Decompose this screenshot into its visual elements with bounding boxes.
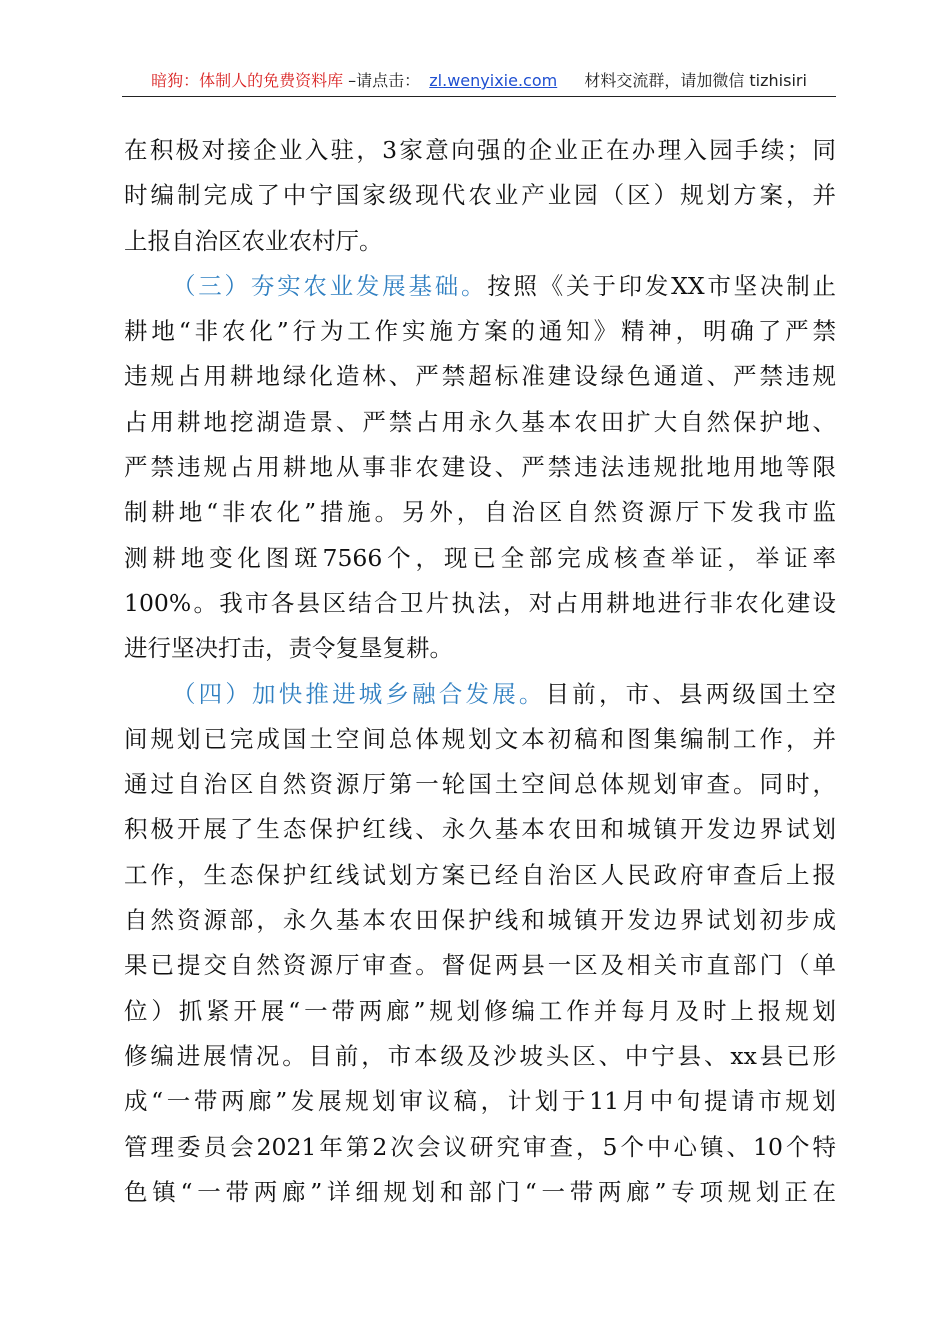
body-line: 100%。我市各县区结合卫片执法，对占用耕地进行非农化建设 — [124, 588, 836, 617]
document-body — [124, 128, 836, 1215]
header-link[interactable]: zl.wenyixie.com — [429, 71, 558, 90]
section-4-first-line — [124, 672, 836, 717]
header-brand: 暗狗：体制人的免费资料库 — [151, 71, 344, 90]
body-line: 占用耕地挖湖造景、严禁占用永久基本农田扩大自然保护地、 — [124, 407, 836, 436]
body-line: 上报自治区农业农村厅。 — [124, 226, 383, 255]
section-4-heading: （四）加快推进城乡融合发展。 — [172, 679, 546, 708]
body-line: 制耕地“非农化”措施。另外，自治区自然资源厅下发我市监 — [124, 498, 836, 527]
body-line: 时编制完成了中宁国家级现代农业产业园（区）规划方案，并 — [124, 181, 836, 210]
body-line: 在积极对接企业入驻，3家意向强的企业正在办理入园手续；同 — [124, 136, 836, 164]
body-line: 测耕地变化图斑7566个，现已全部完成核查举证，举证率 — [124, 543, 836, 572]
body-line: 违规占用耕地绿化造林、严禁超标准建设绿色通道、严禁违规 — [124, 362, 836, 391]
body-line: 修编进展情况。目前，市本级及沙坡头区、中宁县、xx县已形 — [124, 1041, 836, 1070]
section-3-heading: （三）夯实农业发展基础。 — [172, 271, 488, 300]
header-wechat: 材料交流群，请加微信 tizhisiri — [584, 71, 807, 90]
body-line: 自然资源部，永久基本农田保护线和城镇开发边界试划初步成 — [124, 906, 836, 935]
page-header — [122, 66, 836, 97]
section-3-first-line — [124, 264, 836, 309]
body-line: 管理委员会2021年第2次会议研究审查，5个中心镇、10个特 — [124, 1132, 836, 1161]
body-line: 积极开展了生态保护红线、永久基本农田和城镇开发边界试划 — [124, 815, 836, 844]
section-4-text: 目前，市、县两级国土空 — [545, 679, 836, 708]
body-line: 严禁违规占用耕地从事非农建设、严禁违法违规批地用地等限 — [124, 453, 836, 482]
body-line: 工作，生态保护红线试划方案已经自治区人民政府审查后上报 — [124, 860, 836, 889]
body-line: 成“一带两廊”发展规划审议稿，计划于11月中旬提请市规划 — [124, 1087, 836, 1116]
body-line: 位）抓紧开展“一带两廊”规划修编工作并每月及时上报规划 — [124, 996, 836, 1025]
section-3-text: 按照《关于印发XX市坚决制止 — [487, 271, 836, 300]
body-line: 色镇“一带两廊”详细规划和部门“一带两廊”专项规划正在 — [124, 1177, 836, 1206]
header-prompt: –请点击： — [348, 71, 421, 90]
body-line: 果已提交自然资源厅审查。督促两县一区及相关市直部门（单 — [124, 951, 836, 980]
body-line: 耕地“非农化”行为工作实施方案的通知》精神，明确了严禁 — [124, 317, 836, 346]
body-line: 间规划已完成国土空间总体规划文本初稿和图集编制工作，并 — [124, 724, 836, 753]
body-line: 通过自治区自然资源厅第一轮国土空间总体规划审查。同时， — [124, 770, 836, 799]
body-line: 进行坚决打击，责令复垦复耕。 — [124, 634, 453, 663]
